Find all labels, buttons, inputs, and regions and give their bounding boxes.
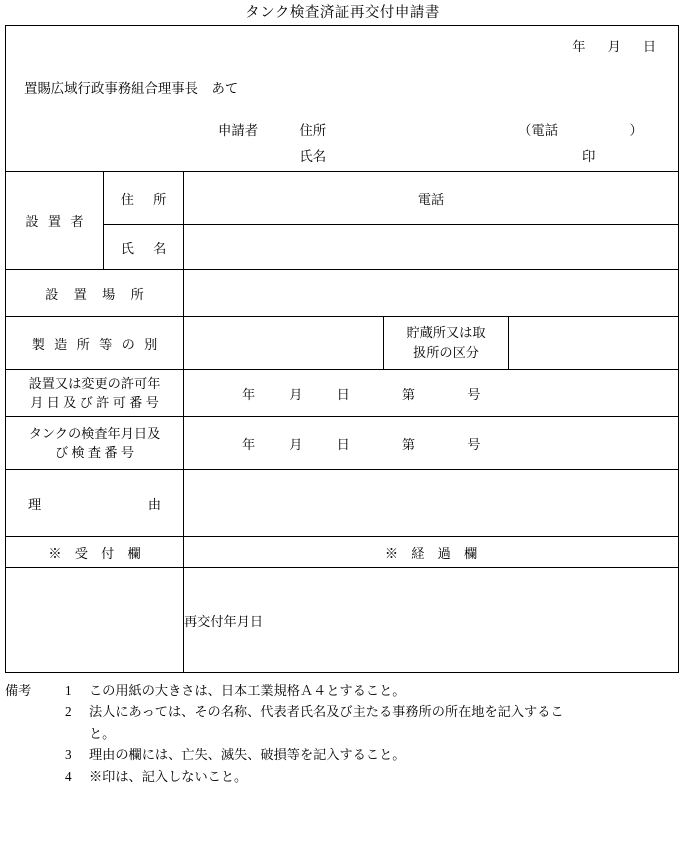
applicant-name-label: 氏名 [299, 149, 327, 164]
reason-value[interactable] [184, 470, 679, 537]
installer-tel-label: 電話 [417, 191, 445, 207]
reissue-date-label: 再交付年月日 [184, 613, 264, 629]
reason-label-a: 理 [28, 496, 42, 512]
storage-class-value[interactable] [509, 317, 679, 370]
installer-address-value[interactable] [184, 172, 679, 225]
tank-inspection-label [6, 417, 184, 470]
installer-address-label: 住 所 [104, 172, 184, 225]
table-row-site [6, 270, 679, 317]
date-year-label: 年 [572, 39, 586, 54]
note-text-4: ※印は、記入しないこと。 [89, 768, 248, 784]
table-row-permit [6, 370, 679, 417]
applicant-tel-close: ） [629, 123, 643, 138]
tank-number-suffix: 号 [467, 436, 481, 452]
permit-day-label: 日 [336, 386, 350, 402]
progress-label: ※ 経 過 欄 [184, 537, 679, 568]
note-text-2: 法人にあっては、その名称、代表者氏名及び主たる事務所の所在地を記入するこ [89, 704, 564, 720]
page-title: タンク検査済証再交付申請書 [245, 5, 440, 21]
table-row-installer-address [6, 172, 679, 225]
facility-type-value[interactable] [184, 317, 384, 370]
storage-class-label-line2: 扱所の区分 [413, 345, 479, 360]
note-text-2-continued: と。 [89, 725, 116, 741]
note-number-4: 4 [65, 768, 72, 784]
note-item-1 [5, 680, 685, 701]
note-item-3 [5, 744, 685, 765]
date-day-label: 日 [642, 39, 657, 54]
applicant-address-row [218, 120, 514, 146]
permit-year-label: 年 [242, 386, 256, 402]
permit-month-label: 月 [289, 386, 303, 402]
reason-label-b: 由 [147, 496, 161, 512]
notes-label: 備考 [5, 683, 32, 698]
table-row-office-headers [6, 537, 679, 568]
site-value[interactable] [184, 270, 679, 317]
header-block-cell [6, 26, 679, 172]
applicant-label: 申請者 [218, 123, 259, 138]
permit-label [6, 370, 184, 417]
installer-label: 設 置 者 [6, 172, 104, 270]
note-text-1: この用紙の大きさは、日本工業規格Ａ４とすること。 [89, 683, 406, 698]
table-row-office-bodies [6, 568, 679, 673]
site-label: 設 置 場 所 [6, 270, 184, 317]
permit-value[interactable] [184, 370, 679, 417]
installer-name-label: 氏 名 [104, 225, 184, 270]
installer-name-value[interactable] [184, 225, 679, 270]
note-text-3: 理由の欄には、亡失、滅失、破損等を記入すること。 [89, 747, 406, 763]
applicant-tel-label: （電話 [518, 123, 559, 138]
table-row-tank-inspection [6, 417, 679, 470]
date-month-label: 月 [607, 39, 621, 54]
tank-date-number-line [184, 434, 678, 453]
table-row-header [6, 26, 679, 172]
permit-label-line2: 月 日 及 び 許 可 番 号 [30, 395, 159, 410]
progress-value[interactable] [184, 568, 679, 673]
table-row-reason [6, 470, 679, 537]
note-number-2: 2 [65, 704, 72, 720]
table-row-installer-name [6, 225, 679, 270]
storage-class-label [384, 317, 509, 370]
application-form-table [5, 25, 679, 673]
permit-number-suffix: 号 [467, 386, 481, 402]
addressee-line: 置賜広域行政事務組合理事長 あて [24, 81, 239, 96]
seal-mark: 印 [582, 149, 596, 164]
tank-label-line2: び 検 査 番 号 [54, 445, 135, 460]
permit-date-number-line [184, 384, 678, 403]
applicant-block [218, 120, 514, 172]
applicant-name-row [218, 146, 514, 172]
date-line [572, 36, 656, 55]
tank-number-prefix: 第 [401, 436, 416, 452]
receipt-value[interactable] [6, 568, 184, 673]
facility-type-label: 製 造 所 等 の 別 [6, 317, 184, 370]
note-item-2 [5, 701, 685, 722]
permit-number-prefix: 第 [401, 386, 416, 402]
reason-label [6, 470, 184, 537]
storage-class-label-line1: 貯蔵所又は取 [406, 325, 486, 341]
receipt-label: ※ 受 付 欄 [6, 537, 184, 568]
notes-block [5, 680, 685, 787]
tank-day-label: 日 [336, 436, 350, 452]
note-number-3: 3 [65, 747, 72, 763]
note-item-4 [5, 766, 685, 787]
tank-label-line1: タンクの検査年月日及 [28, 425, 161, 441]
tank-inspection-value[interactable] [184, 417, 679, 470]
applicant-address-label: 住所 [299, 123, 327, 138]
table-row-facility-type [6, 317, 679, 370]
tank-month-label: 月 [289, 436, 303, 452]
tank-year-label: 年 [242, 436, 256, 452]
applicant-tel-block [518, 120, 643, 139]
permit-label-line1: 設置又は変更の許可年 [28, 375, 161, 391]
header-block [6, 26, 678, 171]
note-number-1: 1 [65, 683, 72, 698]
